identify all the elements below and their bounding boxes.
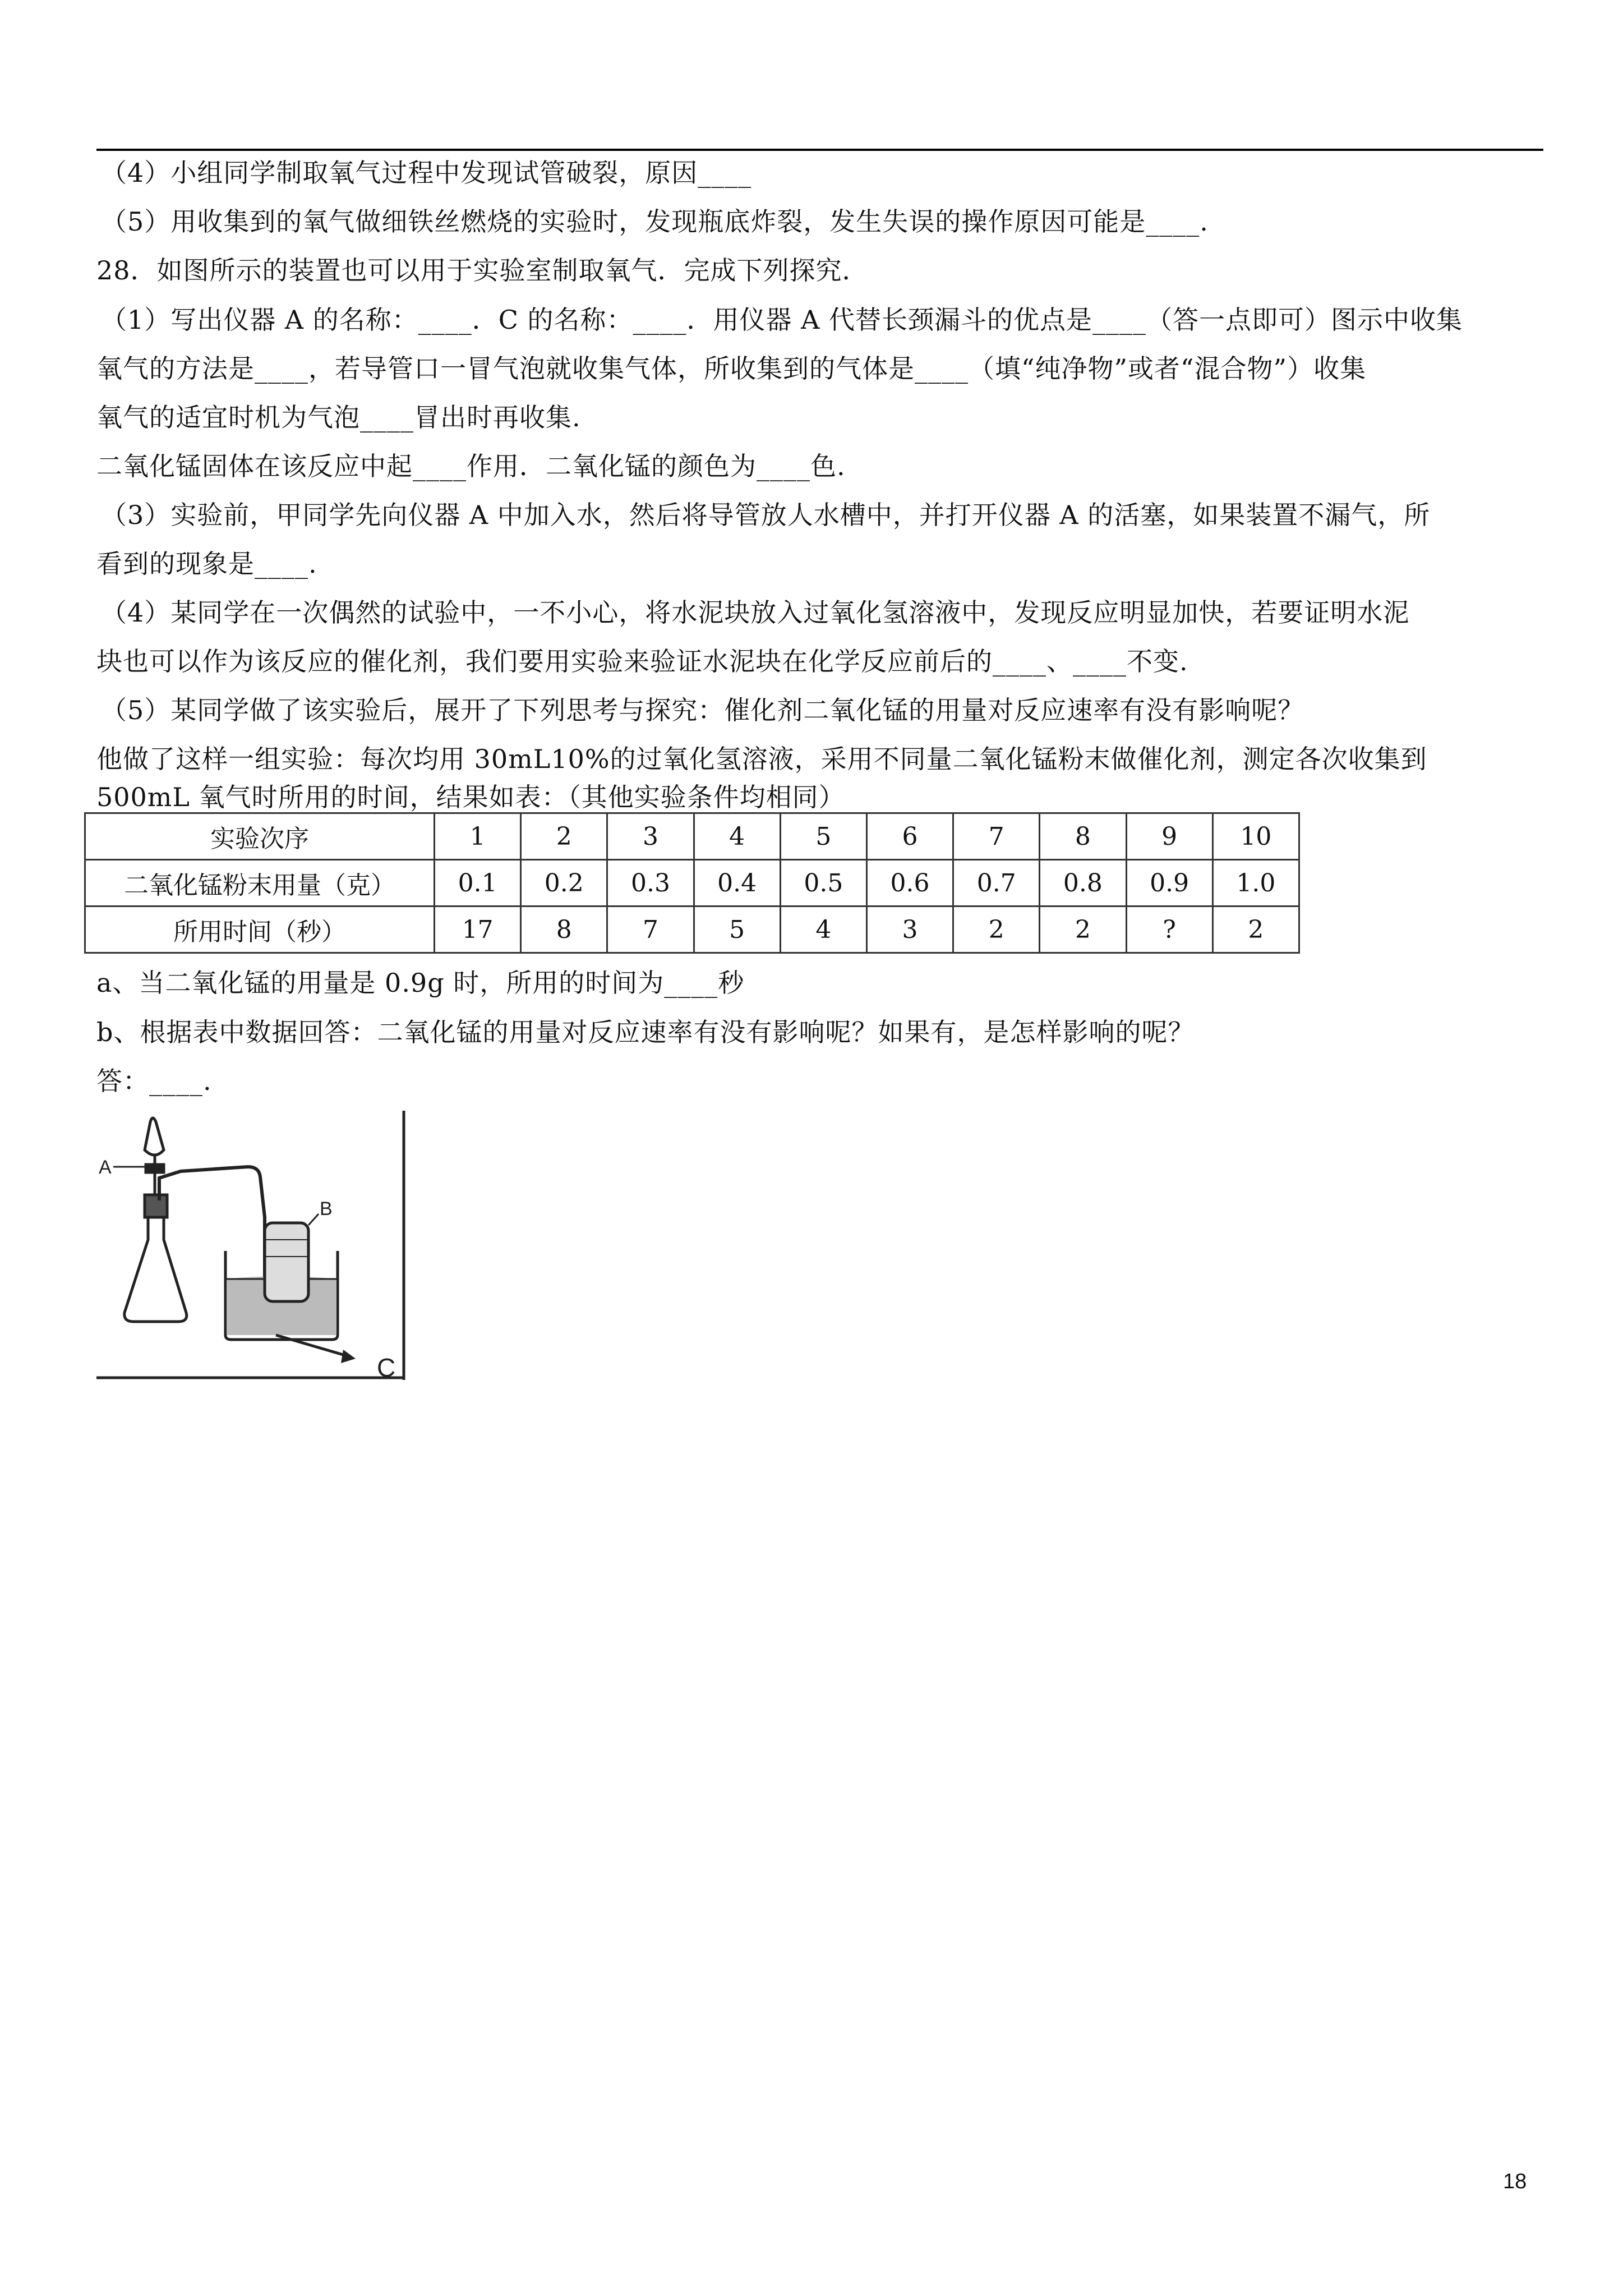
gas-collection-bottle (265, 1223, 308, 1301)
table-cell: 2 (1212, 907, 1299, 953)
table-cell: 0.2 (521, 860, 607, 907)
part-1-line-2: 氧气的方法是____，若导管口一冒气泡就收集气体，所收集到的气体是____（填“纯净物”或者“混合物”）收集 (96, 353, 1367, 384)
part-3-line-1: （3）实验前，甲同学先向仪器 A 中加入水，然后将导管放人水槽中，并打开仪器 A 的活塞，如果装置不漏气，所 (101, 500, 1431, 530)
table-cell: 0.8 (1040, 860, 1126, 907)
part-2: 二氧化锰固体在该反应中起____作用．二氧化锰的颜色为____色. (96, 451, 846, 481)
question-a: a、当二氧化锰的用量是 0.9g 时，所用的时间为____秒 (96, 968, 745, 998)
part-1-line-1: （1）写出仪器 A 的名称：____．C 的名称：____．用仪器 A 代替长颈漏斗的优点是____（答一点即可）图示中收集 (101, 305, 1463, 335)
table-cell: 9 (1126, 813, 1212, 860)
table-cell: 1.0 (1212, 860, 1299, 907)
apparatus-diagram (96, 1111, 411, 1380)
table-cell: 6 (866, 813, 953, 860)
table-cell: 5 (780, 813, 866, 860)
answer-line: 答：____. (96, 1066, 212, 1096)
table-cell: 实验次序 (85, 813, 435, 860)
table-row (85, 813, 1299, 860)
question-5: （5）用收集到的氧气做细铁丝燃烧的实验时，发现瓶底炸裂，发生失误的操作原因可能是____. (101, 206, 1209, 237)
table-row (85, 907, 1299, 953)
table-cell: 0.1 (435, 860, 521, 907)
part-4-line-2: 块也可以作为该反应的催化剂，我们要用实验来验证水泥块在化学反应前后的____、____不变. (96, 646, 1188, 677)
table-cell: 0.5 (780, 860, 866, 907)
apparatus-figure (96, 1111, 411, 1380)
table-cell: 2 (521, 813, 607, 860)
table-cell: ? (1126, 907, 1212, 953)
table-cell: 0.3 (607, 860, 694, 907)
label-b: B (320, 1198, 333, 1220)
table-cell: 0.6 (866, 860, 953, 907)
question-b: b、根据表中数据回答：二氧化锰的用量对反应速率有没有影响呢？如果有，是怎样影响的呢？ (96, 1017, 1195, 1047)
page-number: 18 (1503, 2170, 1527, 2193)
part-3-line-2: 看到的现象是____. (96, 549, 317, 579)
table-cell: 3 (607, 813, 694, 860)
table-cell: 所用时间（秒） (85, 907, 435, 953)
table-cell: 7 (953, 813, 1040, 860)
arrow-c-head (341, 1350, 356, 1363)
question-4: （4）小组同学制取氧气过程中发现试管破裂，原因____ (101, 158, 752, 188)
table-cell: 5 (694, 907, 780, 953)
table-cell: 2 (953, 907, 1040, 953)
label-a: A (99, 1157, 112, 1178)
table-cell: 10 (1212, 813, 1299, 860)
table-cell: 17 (435, 907, 521, 953)
table-cell: 8 (1040, 813, 1126, 860)
table-cell: 1 (435, 813, 521, 860)
table-cell: 0.7 (953, 860, 1040, 907)
table-cell: 7 (607, 907, 694, 953)
delivery-tube (159, 1167, 265, 1279)
table-cell: 8 (521, 907, 607, 953)
part-1-line-3: 氧气的适宜时机为气泡____冒出时再收集. (96, 402, 581, 432)
table-cell: 2 (1040, 907, 1126, 953)
part-5-line-3: 500mL 氧气时所用的时间，结果如表：（其他实验条件均相同） (96, 782, 845, 812)
table-row (85, 860, 1299, 907)
conical-flask (125, 1195, 187, 1322)
table-cell: 0.9 (1126, 860, 1212, 907)
table-cell: 4 (780, 907, 866, 953)
table-cell: 4 (694, 813, 780, 860)
experiment-table (84, 812, 1300, 954)
table-cell: 0.4 (694, 860, 780, 907)
label-c: C (377, 1353, 396, 1380)
header-rule (96, 149, 1543, 151)
part-5-line-1: （5）某同学做了该实验后，展开了下列思考与探究：催化剂二氧化锰的用量对反应速率有没有影响呢？ (101, 695, 1304, 725)
table-cell: 3 (866, 907, 953, 953)
label-b-pointer (308, 1214, 319, 1225)
part-4-line-1: （4）某同学在一次偶然的试验中，一不小心，将水泥块放入过氧化氢溶液中，发现反应明显加快，若要证明水泥 (101, 597, 1410, 628)
table-cell: 二氧化锰粉末用量（克） (85, 860, 435, 907)
question-28-title: 28．如图所示的装置也可以用于实验室制取氧气．完成下列探究． (96, 255, 869, 286)
part-5-line-2: 他做了这样一组实验：每次均用 30mL10%的过氧化氢溶液，采用不同量二氧化锰粉末做催化剂，测定各次收集到 (96, 744, 1427, 774)
